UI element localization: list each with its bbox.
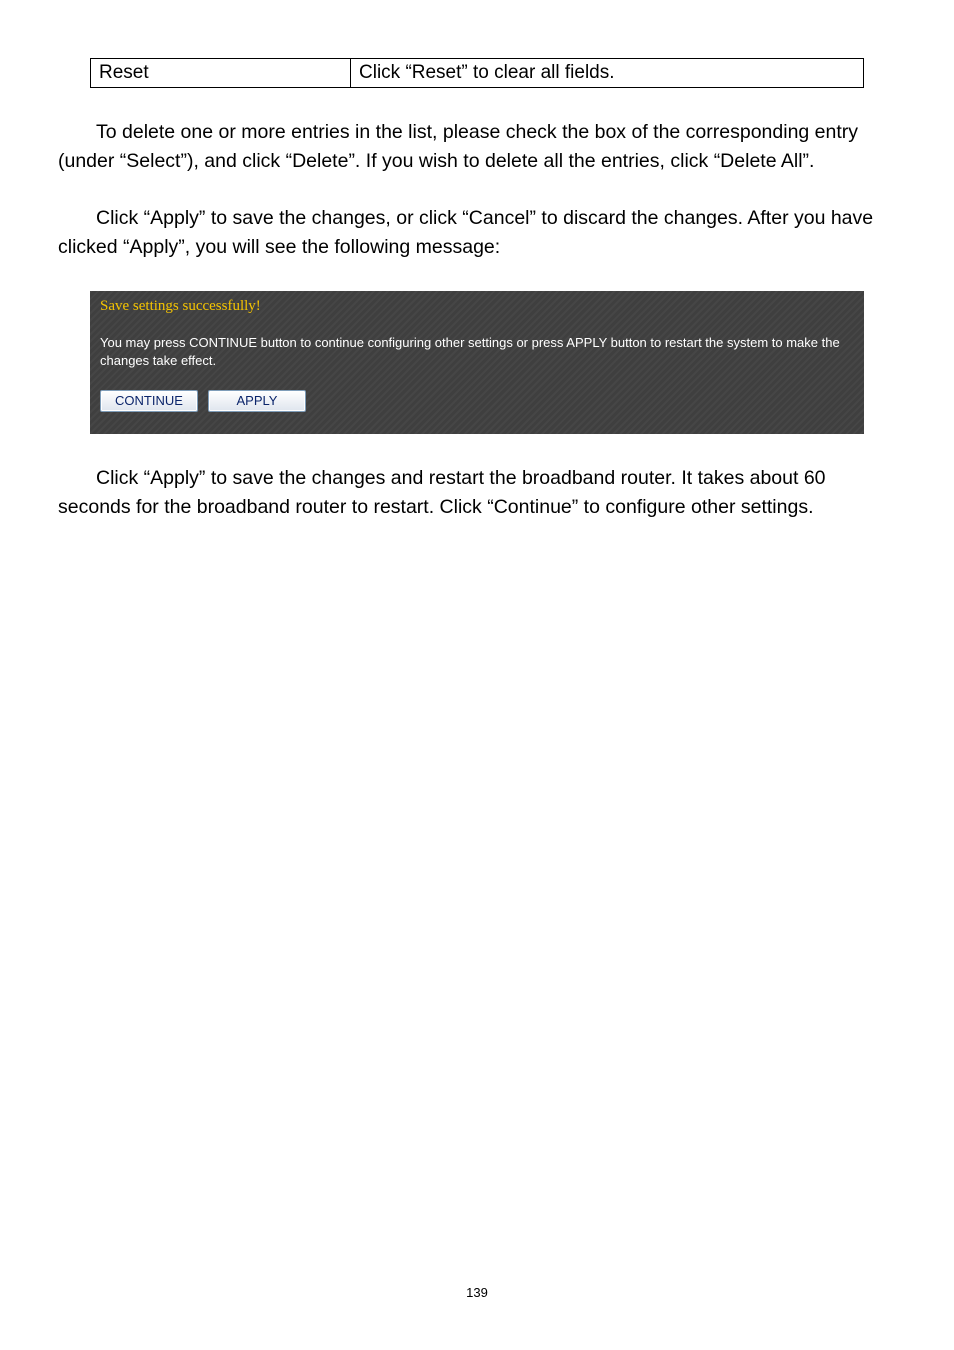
dialog-message: You may press CONTINUE button to continue configuring other settings or press APPLY button to restart the system to make the changes take effect. [100, 335, 840, 368]
apply-button[interactable]: APPLY [208, 390, 306, 412]
paragraph-delete-instructions: To delete one or more entries in the list, please check the box of the corresponding entry (under “Select”), and click “Delete”. If you wish to delete all the entries, click “Delete All”. [58, 121, 859, 172]
paragraph-apply-instructions: Click “Apply” to save the changes, or click “Cancel” to discard the changes. After you have clicked “Apply”, you will see the following message: [58, 207, 874, 258]
page-number: 139 [466, 1285, 488, 1300]
table-cell-description: Click “Reset” to clear all fields. [351, 59, 864, 88]
continue-button[interactable]: CONTINUE [100, 390, 198, 412]
paragraph-restart-instructions: Click “Apply” to save the changes and restart the broadband router. It takes about 60 seconds for the broadband router to restart. Click “Continue” to configure other settings. [58, 467, 826, 518]
parameter-table [90, 58, 864, 88]
table-cell-name: Reset [91, 59, 351, 88]
save-settings-dialog [90, 291, 864, 434]
dialog-title: Save settings successfully! [100, 298, 261, 314]
table-row [91, 59, 864, 88]
